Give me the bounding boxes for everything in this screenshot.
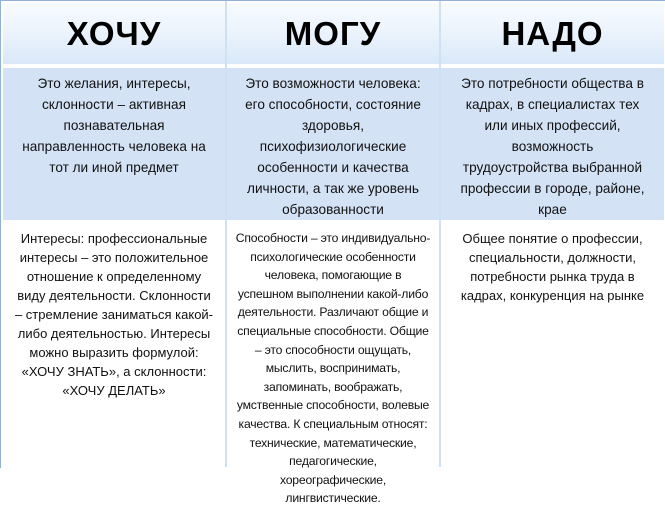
header-cell-can bbox=[226, 2, 440, 66]
text-line: психофизиологические bbox=[259, 139, 407, 154]
text-line: хореографические, bbox=[279, 472, 387, 487]
text-line: «ХОЧУ ДЕЛАТЬ» bbox=[62, 383, 166, 398]
text-line: особенности и качества bbox=[257, 160, 409, 175]
text-line: отношение к определенному bbox=[26, 269, 202, 284]
text-line: личности, а так же уровень bbox=[247, 181, 419, 196]
text-line: умственные способности, волевые bbox=[236, 398, 430, 413]
text-line: интересы – это положительное bbox=[19, 250, 209, 265]
text-line: его способности, состояние bbox=[245, 97, 421, 112]
text-line: виду деятельности. Склонности bbox=[17, 288, 211, 303]
text-line: человека, помогающие в bbox=[264, 268, 402, 283]
text-line: специальности, должности, bbox=[469, 250, 636, 265]
text-line: образованности bbox=[282, 202, 384, 217]
text-line: Общее понятие о профессии, bbox=[462, 231, 643, 246]
text-line: склонности – активная bbox=[42, 97, 186, 112]
details-want bbox=[3, 224, 225, 400]
definition-must bbox=[441, 68, 664, 220]
text-line: – это способности ощущать, bbox=[254, 342, 412, 357]
text-line: Интересы: профессиональные bbox=[20, 231, 208, 246]
text-line: либо деятельностью. Интересы bbox=[17, 326, 211, 341]
text-line: мыслить, воспринимать, bbox=[265, 361, 401, 376]
text-line: психологические особенности bbox=[250, 249, 416, 264]
definition-cell-want bbox=[2, 66, 226, 222]
column-separator bbox=[225, 1, 227, 467]
column-separator bbox=[439, 1, 441, 467]
text-line: – стремление заниматься какой- bbox=[14, 307, 214, 322]
header-cell-must bbox=[440, 2, 665, 66]
details-can bbox=[227, 224, 439, 508]
header-can: МОГУ bbox=[284, 14, 382, 52]
text-line: Это возможности человека: bbox=[245, 76, 421, 91]
text-line: тот ли иной предмет bbox=[49, 160, 179, 175]
text-line: запоминать, воображать, bbox=[263, 379, 403, 394]
details-cell-want bbox=[2, 222, 226, 509]
text-line: Это желания, интересы, bbox=[37, 76, 191, 91]
definition-cell-can bbox=[226, 66, 440, 222]
definitions-row bbox=[2, 66, 665, 222]
header-cell-want bbox=[2, 2, 226, 66]
text-line: крае bbox=[538, 202, 567, 217]
text-line: лингвистические. bbox=[285, 491, 381, 506]
text-line: или иных профессий, bbox=[484, 118, 621, 133]
text-line: специальные способности. Общие bbox=[237, 323, 429, 338]
text-line: возможность bbox=[511, 139, 594, 154]
definition-cell-must bbox=[440, 66, 665, 222]
text-line: Это потребности общества в bbox=[461, 76, 644, 91]
details-cell-can bbox=[226, 222, 440, 509]
text-line: направленность человека на bbox=[22, 139, 206, 154]
text-line: педагогические, bbox=[289, 454, 377, 469]
text-line: здоровья, bbox=[302, 118, 364, 133]
header-must: НАДО bbox=[501, 14, 604, 52]
header-want: ХОЧУ bbox=[66, 14, 162, 52]
text-line: трудоустройства выбранной bbox=[462, 160, 643, 175]
text-line: Способности – это индивидуально- bbox=[235, 231, 431, 245]
text-line: профессии в городе, районе, bbox=[460, 181, 645, 196]
career-choice-table bbox=[1, 1, 665, 510]
header-row bbox=[2, 2, 665, 66]
text-line: качества. К специальным относят: bbox=[238, 416, 428, 431]
details-row bbox=[2, 222, 665, 509]
text-line: технические, математические, bbox=[249, 435, 417, 450]
text-line: успешном выполнении какой-либо bbox=[237, 286, 429, 301]
text-line: кадрах, конкуренция на рынке bbox=[460, 288, 645, 303]
definition-can bbox=[227, 68, 439, 220]
text-line: можно выразить формулой: bbox=[29, 345, 199, 360]
text-line: потребности рынка труда в bbox=[470, 269, 635, 284]
details-must bbox=[441, 224, 664, 305]
text-line: деятельности. Различают общие и bbox=[237, 305, 429, 320]
text-line: познавательная bbox=[63, 118, 165, 133]
details-cell-must bbox=[440, 222, 665, 509]
definition-want bbox=[3, 68, 225, 178]
text-line: «ХОЧУ ЗНАТЬ», а склонности: bbox=[21, 364, 207, 379]
text-line: кадрах, в специалистах тех bbox=[465, 97, 640, 112]
